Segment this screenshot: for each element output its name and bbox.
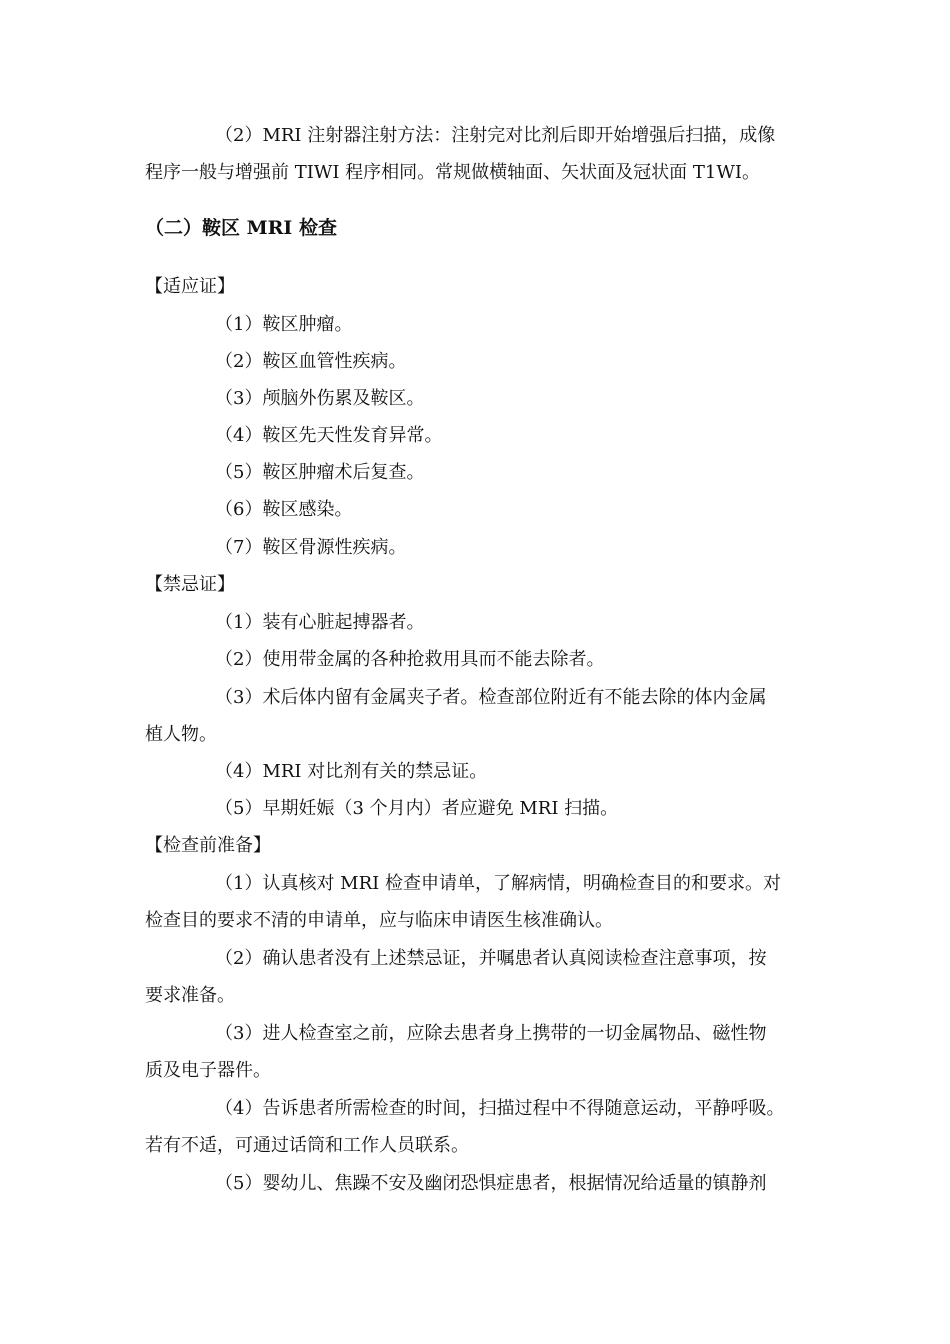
indication-item: （3）颅脑外伤累及鞍区。 (215, 388, 425, 409)
section-heading: （二）鞍区 MRI 检查 (145, 217, 337, 239)
preparation-item: （2）确认患者没有上述禁忌证，并嘱患者认真阅读检查注意事项，按 (215, 948, 767, 969)
contraindication-item: （4）MRI 对比剂有关的禁忌证。 (215, 761, 488, 782)
indication-item: （6）鞍区感染。 (215, 499, 353, 520)
contraindication-item: （1）装有心脏起搏器者。 (215, 612, 425, 633)
indications-title: 【适应证】 (145, 276, 235, 297)
indication-item: （1）鞍区肿瘤。 (215, 314, 353, 335)
preparation-item-cont: 要求准备。 (145, 985, 235, 1006)
indication-item: （4）鞍区先天性发育异常。 (215, 425, 443, 446)
preparation-item: （1）认真核对 MRI 检查申请单，了解病情，明确检查目的和要求。对 (215, 873, 781, 894)
preparation-item: （4）告诉患者所需检查的时间，扫描过程中不得随意运动，平静呼吸。 (215, 1098, 785, 1119)
contraindication-item: （5）早期妊娠（3 个月内）者应避免 MRI 扫描。 (215, 798, 619, 819)
intro-line-2: 程序一般与增强前 TIWI 程序相同。常规做横轴面、矢状面及冠状面 T1WI。 (145, 162, 760, 183)
preparation-item-cont: 若有不适，可通过话筒和工作人员联系。 (145, 1135, 469, 1156)
indication-item: （7）鞍区骨源性疾病。 (215, 537, 407, 558)
preparation-item: （3）进人检查室之前，应除去患者身上携带的一切金属物品、磁性物 (215, 1023, 767, 1044)
indication-item: （5）鞍区肿瘤术后复查。 (215, 462, 425, 483)
contraindication-item-cont: 植人物。 (145, 724, 217, 745)
contraindications-title: 【禁忌证】 (145, 574, 235, 595)
intro-line-1: （2）MRI 注射器注射方法：注射完对比剂后即开始增强后扫描，成像 (215, 125, 776, 146)
preparation-item-cont: 质及电子器件。 (145, 1060, 271, 1081)
contraindication-item: （2）使用带金属的各种抢救用具而不能去除者。 (215, 649, 605, 670)
contraindication-item: （3）术后体内留有金属夹子者。检查部位附近有不能去除的体内金属 (215, 687, 767, 708)
preparation-item: （5）婴幼儿、焦躁不安及幽闭恐惧症患者，根据情况给适量的镇静剂 (215, 1173, 767, 1194)
preparation-title: 【检查前准备】 (145, 835, 271, 856)
preparation-item-cont: 检查目的要求不清的申请单，应与临床申请医生核准确认。 (145, 910, 613, 931)
indication-item: （2）鞍区血管性疾病。 (215, 351, 407, 372)
